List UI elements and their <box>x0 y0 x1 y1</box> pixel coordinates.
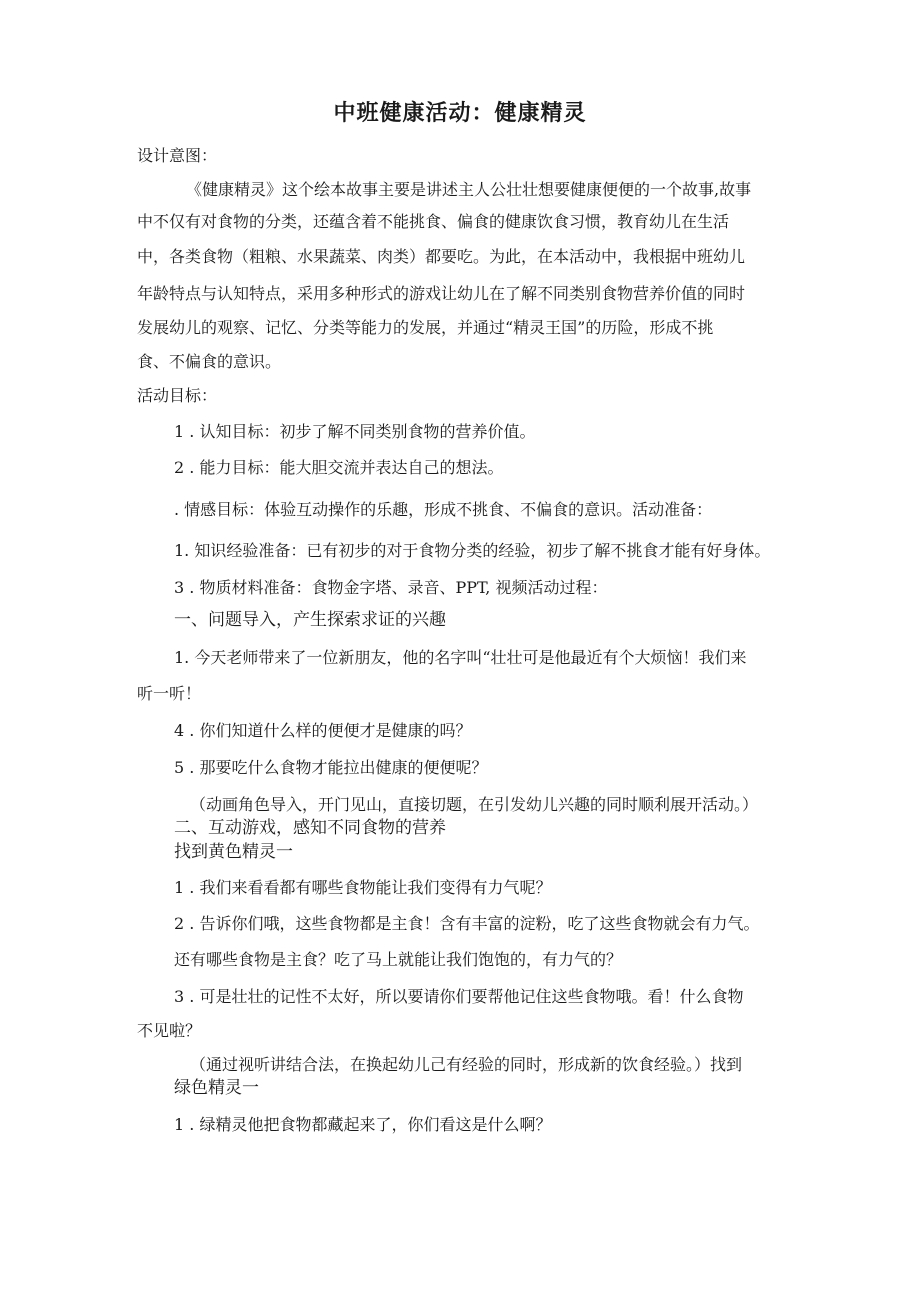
paragraph-line: 中，各类食物（粗粮、水果蔬菜、肉类）都要吃。为此，在本活动中，我根据中班幼儿 <box>137 247 746 266</box>
list-item: 5 . 那要吃什么食物才能拉出健康的便便呢？ <box>174 758 488 777</box>
subheading-yellow-spirit: 找到黄色精灵一 <box>174 842 293 862</box>
list-item: 1 . 我们来看看都有哪些食物能让我们变得有力气呢？ <box>174 878 552 897</box>
list-item: 4 . 你们知道什么样的便便才是健康的吗？ <box>174 721 472 740</box>
list-item-line: 不见啦？ <box>137 1021 202 1040</box>
subheading-green-spirit: 绿色精灵一 <box>174 1078 259 1098</box>
design-note: （动画角色导入，开门见山，直接切题，在引发幼儿兴趣的同时顺利展开活动。） <box>190 795 759 814</box>
paragraph-line: 食、不偏食的意识。 <box>137 352 282 371</box>
goal-item-ability: 2 . 能力目标：能大胆交流并表达自己的想法。 <box>174 458 504 477</box>
activity-goals-heading: 活动目标： <box>137 386 218 405</box>
section-heading-part2: 二、互动游戏，感知不同食物的营养 <box>174 818 446 838</box>
paragraph-line: 中不仅有对食物的分类，还蕴含着不能挑食、偏食的健康饮食习惯，教育幼儿在生活 <box>137 212 730 231</box>
design-intent-heading: 设计意图： <box>137 146 218 165</box>
list-item-line: 3 . 可是壮壮的记性不太好，所以要请你们要帮他记住这些食物哦。看！什么食物 <box>174 987 744 1006</box>
list-item-line: 听一听！ <box>137 684 202 703</box>
list-item-line: 1. 今天老师带来了一位新朋友，他的名字叫“壮壮可是他最近有个大烦恼！我们来 <box>174 648 747 667</box>
list-item: 1 . 绿精灵他把食物都藏起来了，你们看这是什么啊？ <box>174 1115 552 1134</box>
paragraph-line: 发展幼儿的观察、记忆、分类等能力的发展，并通过“精灵王国”的历险，形成不挑 <box>137 318 714 337</box>
prep-item-materials: 3 . 物质材料准备：食物金字塔、录音、PPT, 视频活动过程： <box>174 578 608 597</box>
list-item-line: 还有哪些食物是主食？吃了马上就能让我们饱饱的，有力气的？ <box>174 950 623 969</box>
paragraph-line: 年龄特点与认知特点，采用多种形式的游戏让幼儿在了解不同类别食物营养价值的同时 <box>137 284 746 303</box>
paragraph-line: 《健康精灵》这个绘本故事主要是讲述主人公壮壮想要健康便便的一个故事,故事 <box>186 180 752 199</box>
goal-item-cognitive: 1 . 认知目标：初步了解不同类别食物的营养价值。 <box>174 422 536 441</box>
list-item-line: 2 . 告诉你们哦，这些食物都是主食！含有丰富的淀粉，吃了这些食物就会有力气。 <box>174 914 760 933</box>
goal-item-emotion: . 情感目标：体验互动操作的乐趣，形成不挑食、不偏食的意识。活动准备： <box>174 500 713 519</box>
prep-item-knowledge: 1. 知识经验准备：已有初步的对于食物分类的经验，初步了解不挑食才能有好身体。 <box>174 541 771 560</box>
section-heading-part1: 一、问题导入，产生探索求证的兴趣 <box>174 610 446 630</box>
design-note: （通过视听讲结合法，在换起幼儿己有经验的同时，形成新的饮食经验。）找到 <box>190 1055 743 1074</box>
document-title: 中班健康活动：健康精灵 <box>333 101 587 126</box>
